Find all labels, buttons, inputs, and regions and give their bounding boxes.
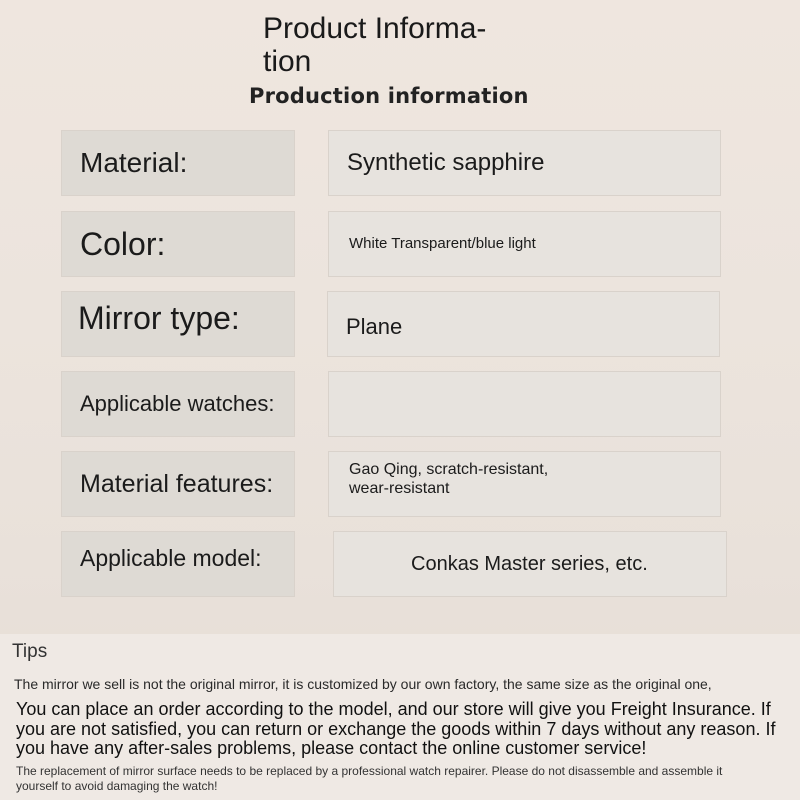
spec-value-text: Gao Qing, scratch-resistant, wear-resistant: [349, 461, 549, 497]
spec-value-text: Conkas Master series, etc.: [411, 552, 648, 575]
spec-label-text: Mirror type:: [78, 299, 240, 336]
spec-value-material: [328, 130, 721, 196]
page-subtitle: Production information: [249, 84, 529, 108]
spec-label-text: Applicable watches:: [80, 391, 275, 416]
spec-label-applicable-model: [61, 531, 295, 597]
tips-note-return-policy: You can place an order according to the model, and our store will give you Freight Insurance. If you are not satisfied, you can return or exchange the goods within 7 days without any reason. If you have any after-sales problems, please contact the online customer service!: [16, 699, 776, 758]
spec-value-material-features: [328, 451, 721, 517]
spec-label-text: Material:: [80, 147, 188, 178]
spec-value-applicable-model: [333, 531, 727, 597]
tips-note-replacement-warning: The replacement of mirror surface needs to be replaced by a professional watch repairer. Please do not disassemble and assemble it yourself to avoid damaging the watch!: [16, 764, 723, 793]
spec-label-material-features: [61, 451, 295, 517]
spec-label-material: [61, 130, 295, 196]
spec-value-applicable-watches: [328, 371, 721, 437]
spec-label-mirror-type: [61, 291, 295, 357]
tips-note-custom-mirror: The mirror we sell is not the original mirror, it is customized by our own factory, the same size as the original one,: [14, 676, 712, 692]
spec-value-color: [328, 211, 721, 277]
spec-label-color: [61, 211, 295, 277]
spec-label-text: Applicable model:: [80, 544, 262, 571]
spec-label-applicable-watches: [61, 371, 295, 437]
spec-value-text: White Transparent/blue light: [349, 235, 536, 252]
spec-label-text: Material features:: [80, 469, 274, 498]
spec-value-text: Synthetic sapphire: [347, 149, 545, 176]
page-title: Product Informa- tion: [263, 12, 487, 78]
spec-value-text: Plane: [346, 314, 403, 339]
spec-value-mirror-type: [327, 291, 720, 357]
tips-heading: Tips: [12, 641, 48, 662]
spec-label-text: Color:: [80, 225, 166, 262]
